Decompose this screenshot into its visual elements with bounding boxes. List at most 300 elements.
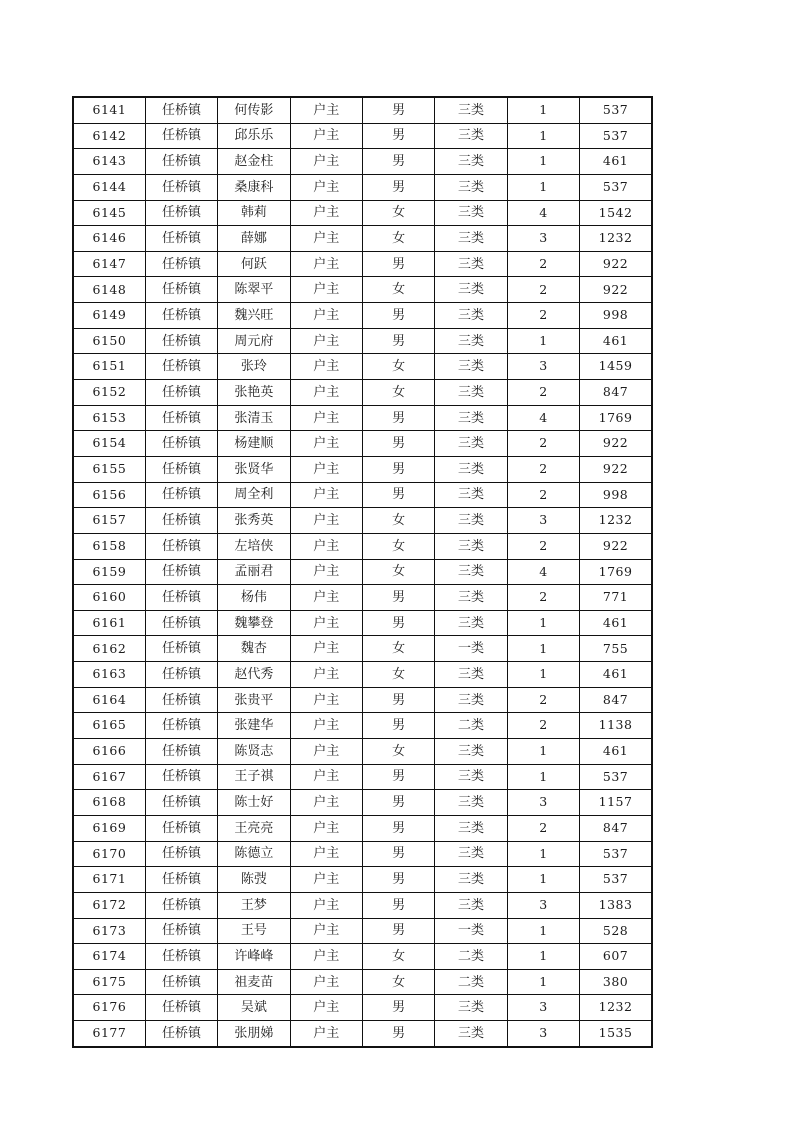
cell-category: 三类: [435, 226, 507, 252]
cell-count: 3: [507, 995, 579, 1021]
cell-category: 三类: [435, 533, 507, 559]
cell-serial-number: 6174: [73, 944, 145, 970]
cell-name: 祖麦苗: [218, 969, 290, 995]
cell-name: 周元府: [218, 328, 290, 354]
cell-count: 2: [507, 277, 579, 303]
cell-name: 魏杏: [218, 636, 290, 662]
table-row: [73, 328, 652, 354]
cell-gender: 男: [363, 149, 435, 175]
cell-serial-number: 6153: [73, 405, 145, 431]
cell-category: 三类: [435, 405, 507, 431]
cell-gender: 男: [363, 251, 435, 277]
table-row: [73, 303, 652, 329]
cell-relation: 户主: [290, 969, 362, 995]
cell-town: 任桥镇: [145, 405, 217, 431]
cell-name: 韩莉: [218, 200, 290, 226]
cell-relation: 户主: [290, 636, 362, 662]
table-row: [73, 200, 652, 226]
cell-amount: 922: [580, 456, 652, 482]
cell-count: 1: [507, 123, 579, 149]
cell-serial-number: 6175: [73, 969, 145, 995]
cell-gender: 男: [363, 482, 435, 508]
cell-category: 三类: [435, 585, 507, 611]
cell-town: 任桥镇: [145, 841, 217, 867]
cell-relation: 户主: [290, 764, 362, 790]
cell-name: 桑康科: [218, 174, 290, 200]
cell-amount: 1769: [580, 559, 652, 585]
cell-category: 三类: [435, 687, 507, 713]
table-body: [73, 97, 652, 1047]
cell-town: 任桥镇: [145, 431, 217, 457]
cell-category: 三类: [435, 892, 507, 918]
cell-amount: 847: [580, 815, 652, 841]
cell-amount: 998: [580, 303, 652, 329]
cell-count: 1: [507, 174, 579, 200]
cell-name: 孟丽君: [218, 559, 290, 585]
cell-gender: 男: [363, 97, 435, 123]
cell-town: 任桥镇: [145, 892, 217, 918]
cell-count: 1: [507, 918, 579, 944]
cell-count: 3: [507, 1021, 579, 1047]
cell-name: 魏攀登: [218, 610, 290, 636]
cell-category: 三类: [435, 790, 507, 816]
cell-serial-number: 6150: [73, 328, 145, 354]
cell-count: 3: [507, 226, 579, 252]
cell-category: 三类: [435, 174, 507, 200]
cell-gender: 女: [363, 200, 435, 226]
cell-amount: 537: [580, 841, 652, 867]
cell-serial-number: 6155: [73, 456, 145, 482]
cell-category: 三类: [435, 867, 507, 893]
cell-amount: 1383: [580, 892, 652, 918]
cell-relation: 户主: [290, 892, 362, 918]
cell-count: 2: [507, 585, 579, 611]
cell-name: 王梦: [218, 892, 290, 918]
cell-town: 任桥镇: [145, 1021, 217, 1047]
cell-name: 赵金柱: [218, 149, 290, 175]
cell-amount: 537: [580, 764, 652, 790]
cell-amount: 1232: [580, 508, 652, 534]
cell-category: 二类: [435, 969, 507, 995]
cell-name: 吴斌: [218, 995, 290, 1021]
cell-gender: 男: [363, 918, 435, 944]
table-row: [73, 790, 652, 816]
table-row: [73, 226, 652, 252]
cell-name: 何传影: [218, 97, 290, 123]
cell-category: 二类: [435, 713, 507, 739]
table-row: [73, 533, 652, 559]
cell-serial-number: 6151: [73, 354, 145, 380]
cell-count: 2: [507, 533, 579, 559]
cell-category: 三类: [435, 380, 507, 406]
cell-category: 三类: [435, 251, 507, 277]
table-row: [73, 149, 652, 175]
cell-town: 任桥镇: [145, 918, 217, 944]
cell-relation: 户主: [290, 687, 362, 713]
cell-category: 三类: [435, 610, 507, 636]
table-row: [73, 636, 652, 662]
cell-relation: 户主: [290, 123, 362, 149]
cell-count: 3: [507, 892, 579, 918]
table-row: [73, 380, 652, 406]
cell-amount: 461: [580, 739, 652, 765]
cell-serial-number: 6163: [73, 662, 145, 688]
cell-gender: 男: [363, 174, 435, 200]
cell-amount: 380: [580, 969, 652, 995]
cell-name: 陈士好: [218, 790, 290, 816]
table-row: [73, 123, 652, 149]
table-row: [73, 969, 652, 995]
cell-amount: 998: [580, 482, 652, 508]
cell-amount: 1769: [580, 405, 652, 431]
cell-relation: 户主: [290, 739, 362, 765]
cell-serial-number: 6165: [73, 713, 145, 739]
cell-amount: 755: [580, 636, 652, 662]
cell-town: 任桥镇: [145, 200, 217, 226]
cell-count: 1: [507, 944, 579, 970]
cell-amount: 1535: [580, 1021, 652, 1047]
cell-town: 任桥镇: [145, 790, 217, 816]
cell-name: 杨伟: [218, 585, 290, 611]
cell-serial-number: 6172: [73, 892, 145, 918]
cell-town: 任桥镇: [145, 815, 217, 841]
cell-gender: 男: [363, 405, 435, 431]
cell-count: 2: [507, 687, 579, 713]
cell-relation: 户主: [290, 713, 362, 739]
cell-gender: 男: [363, 585, 435, 611]
cell-town: 任桥镇: [145, 226, 217, 252]
cell-town: 任桥镇: [145, 251, 217, 277]
cell-count: 1: [507, 867, 579, 893]
cell-relation: 户主: [290, 559, 362, 585]
cell-town: 任桥镇: [145, 533, 217, 559]
cell-category: 三类: [435, 277, 507, 303]
table-row: [73, 944, 652, 970]
cell-town: 任桥镇: [145, 867, 217, 893]
cell-count: 1: [507, 328, 579, 354]
cell-town: 任桥镇: [145, 559, 217, 585]
cell-relation: 户主: [290, 226, 362, 252]
cell-category: 三类: [435, 841, 507, 867]
cell-name: 赵代秀: [218, 662, 290, 688]
cell-count: 1: [507, 969, 579, 995]
cell-name: 张朋娣: [218, 1021, 290, 1047]
cell-amount: 1459: [580, 354, 652, 380]
cell-gender: 男: [363, 764, 435, 790]
cell-category: 三类: [435, 508, 507, 534]
cell-relation: 户主: [290, 662, 362, 688]
cell-serial-number: 6154: [73, 431, 145, 457]
cell-gender: 女: [363, 533, 435, 559]
cell-serial-number: 6156: [73, 482, 145, 508]
cell-amount: 461: [580, 149, 652, 175]
cell-gender: 男: [363, 1021, 435, 1047]
cell-name: 王亮亮: [218, 815, 290, 841]
cell-relation: 户主: [290, 508, 362, 534]
table-row: [73, 405, 652, 431]
cell-town: 任桥镇: [145, 585, 217, 611]
table-row: [73, 764, 652, 790]
cell-name: 王号: [218, 918, 290, 944]
cell-town: 任桥镇: [145, 354, 217, 380]
cell-relation: 户主: [290, 944, 362, 970]
cell-name: 王子祺: [218, 764, 290, 790]
cell-category: 三类: [435, 1021, 507, 1047]
cell-town: 任桥镇: [145, 482, 217, 508]
cell-amount: 537: [580, 97, 652, 123]
cell-amount: 847: [580, 380, 652, 406]
cell-relation: 户主: [290, 277, 362, 303]
cell-gender: 男: [363, 123, 435, 149]
table-row: [73, 456, 652, 482]
cell-count: 1: [507, 97, 579, 123]
cell-relation: 户主: [290, 482, 362, 508]
cell-name: 张建华: [218, 713, 290, 739]
cell-category: 二类: [435, 944, 507, 970]
cell-amount: 771: [580, 585, 652, 611]
cell-category: 三类: [435, 764, 507, 790]
cell-relation: 户主: [290, 354, 362, 380]
cell-name: 杨建顺: [218, 431, 290, 457]
cell-gender: 女: [363, 354, 435, 380]
cell-category: 三类: [435, 354, 507, 380]
cell-town: 任桥镇: [145, 944, 217, 970]
cell-gender: 男: [363, 303, 435, 329]
table-row: [73, 687, 652, 713]
household-roster-table: [72, 96, 653, 1048]
cell-amount: 537: [580, 867, 652, 893]
cell-relation: 户主: [290, 585, 362, 611]
cell-town: 任桥镇: [145, 713, 217, 739]
cell-relation: 户主: [290, 251, 362, 277]
cell-count: 1: [507, 610, 579, 636]
cell-count: 1: [507, 149, 579, 175]
cell-relation: 户主: [290, 174, 362, 200]
cell-amount: 922: [580, 533, 652, 559]
cell-amount: 1542: [580, 200, 652, 226]
table-row: [73, 482, 652, 508]
cell-town: 任桥镇: [145, 456, 217, 482]
cell-count: 4: [507, 200, 579, 226]
cell-relation: 户主: [290, 380, 362, 406]
cell-amount: 607: [580, 944, 652, 970]
cell-relation: 户主: [290, 431, 362, 457]
cell-serial-number: 6170: [73, 841, 145, 867]
cell-serial-number: 6157: [73, 508, 145, 534]
cell-category: 三类: [435, 815, 507, 841]
cell-town: 任桥镇: [145, 380, 217, 406]
cell-category: 三类: [435, 456, 507, 482]
cell-serial-number: 6176: [73, 995, 145, 1021]
cell-serial-number: 6162: [73, 636, 145, 662]
table-row: [73, 559, 652, 585]
cell-town: 任桥镇: [145, 610, 217, 636]
cell-amount: 461: [580, 328, 652, 354]
cell-gender: 男: [363, 995, 435, 1021]
cell-amount: 537: [580, 174, 652, 200]
cell-gender: 女: [363, 226, 435, 252]
cell-amount: 922: [580, 431, 652, 457]
table-row: [73, 995, 652, 1021]
cell-gender: 女: [363, 969, 435, 995]
cell-serial-number: 6168: [73, 790, 145, 816]
cell-gender: 男: [363, 867, 435, 893]
table-row: [73, 585, 652, 611]
table-row: [73, 841, 652, 867]
cell-relation: 户主: [290, 841, 362, 867]
cell-count: 3: [507, 354, 579, 380]
cell-serial-number: 6164: [73, 687, 145, 713]
cell-relation: 户主: [290, 790, 362, 816]
cell-count: 4: [507, 559, 579, 585]
table-row: [73, 277, 652, 303]
cell-count: 1: [507, 764, 579, 790]
cell-serial-number: 6167: [73, 764, 145, 790]
table-row: [73, 431, 652, 457]
cell-relation: 户主: [290, 918, 362, 944]
cell-name: 陈贤志: [218, 739, 290, 765]
cell-category: 三类: [435, 995, 507, 1021]
cell-relation: 户主: [290, 97, 362, 123]
cell-town: 任桥镇: [145, 174, 217, 200]
cell-category: 一类: [435, 918, 507, 944]
cell-amount: 461: [580, 610, 652, 636]
cell-town: 任桥镇: [145, 636, 217, 662]
cell-town: 任桥镇: [145, 969, 217, 995]
cell-count: 2: [507, 482, 579, 508]
cell-town: 任桥镇: [145, 508, 217, 534]
table-row: [73, 1021, 652, 1047]
cell-count: 2: [507, 251, 579, 277]
cell-name: 陈弢: [218, 867, 290, 893]
cell-relation: 户主: [290, 1021, 362, 1047]
cell-serial-number: 6166: [73, 739, 145, 765]
cell-name: 魏兴旺: [218, 303, 290, 329]
cell-count: 1: [507, 636, 579, 662]
cell-category: 三类: [435, 662, 507, 688]
cell-gender: 男: [363, 687, 435, 713]
cell-relation: 户主: [290, 405, 362, 431]
table-row: [73, 251, 652, 277]
table-row: [73, 354, 652, 380]
cell-serial-number: 6173: [73, 918, 145, 944]
cell-name: 左培侠: [218, 533, 290, 559]
cell-town: 任桥镇: [145, 123, 217, 149]
cell-gender: 男: [363, 790, 435, 816]
table-row: [73, 739, 652, 765]
table-row: [73, 867, 652, 893]
cell-name: 陈翠平: [218, 277, 290, 303]
cell-name: 许峰峰: [218, 944, 290, 970]
cell-serial-number: 6152: [73, 380, 145, 406]
cell-town: 任桥镇: [145, 764, 217, 790]
table-row: [73, 508, 652, 534]
cell-category: 三类: [435, 123, 507, 149]
cell-count: 3: [507, 790, 579, 816]
cell-count: 1: [507, 739, 579, 765]
cell-name: 何跃: [218, 251, 290, 277]
cell-relation: 户主: [290, 200, 362, 226]
cell-gender: 男: [363, 328, 435, 354]
cell-serial-number: 6142: [73, 123, 145, 149]
cell-amount: 1232: [580, 995, 652, 1021]
table-row: [73, 97, 652, 123]
cell-category: 三类: [435, 559, 507, 585]
cell-relation: 户主: [290, 815, 362, 841]
cell-amount: 922: [580, 277, 652, 303]
cell-category: 三类: [435, 739, 507, 765]
cell-relation: 户主: [290, 867, 362, 893]
cell-gender: 男: [363, 892, 435, 918]
cell-town: 任桥镇: [145, 149, 217, 175]
cell-gender: 女: [363, 277, 435, 303]
cell-name: 张贵平: [218, 687, 290, 713]
cell-amount: 847: [580, 687, 652, 713]
cell-gender: 男: [363, 431, 435, 457]
cell-name: 张秀英: [218, 508, 290, 534]
cell-name: 陈德立: [218, 841, 290, 867]
table-row: [73, 815, 652, 841]
cell-serial-number: 6160: [73, 585, 145, 611]
cell-serial-number: 6177: [73, 1021, 145, 1047]
cell-serial-number: 6169: [73, 815, 145, 841]
cell-amount: 1157: [580, 790, 652, 816]
cell-relation: 户主: [290, 610, 362, 636]
cell-town: 任桥镇: [145, 687, 217, 713]
cell-amount: 528: [580, 918, 652, 944]
cell-town: 任桥镇: [145, 328, 217, 354]
table-row: [73, 174, 652, 200]
cell-amount: 1138: [580, 713, 652, 739]
cell-serial-number: 6158: [73, 533, 145, 559]
cell-count: 2: [507, 380, 579, 406]
cell-town: 任桥镇: [145, 277, 217, 303]
cell-name: 薛娜: [218, 226, 290, 252]
cell-category: 三类: [435, 149, 507, 175]
table-row: [73, 713, 652, 739]
cell-category: 三类: [435, 303, 507, 329]
cell-name: 张玲: [218, 354, 290, 380]
cell-gender: 男: [363, 841, 435, 867]
cell-gender: 男: [363, 456, 435, 482]
cell-category: 三类: [435, 328, 507, 354]
cell-amount: 1232: [580, 226, 652, 252]
cell-count: 2: [507, 303, 579, 329]
table-row: [73, 892, 652, 918]
cell-relation: 户主: [290, 303, 362, 329]
cell-category: 三类: [435, 431, 507, 457]
cell-count: 1: [507, 841, 579, 867]
cell-serial-number: 6161: [73, 610, 145, 636]
cell-town: 任桥镇: [145, 995, 217, 1021]
cell-town: 任桥镇: [145, 739, 217, 765]
cell-gender: 女: [363, 559, 435, 585]
table-row: [73, 918, 652, 944]
cell-category: 三类: [435, 482, 507, 508]
cell-relation: 户主: [290, 533, 362, 559]
cell-amount: 922: [580, 251, 652, 277]
cell-gender: 男: [363, 713, 435, 739]
cell-serial-number: 6143: [73, 149, 145, 175]
cell-name: 周全利: [218, 482, 290, 508]
table-row: [73, 662, 652, 688]
cell-count: 2: [507, 456, 579, 482]
cell-relation: 户主: [290, 149, 362, 175]
cell-serial-number: 6144: [73, 174, 145, 200]
table-row: [73, 610, 652, 636]
cell-serial-number: 6147: [73, 251, 145, 277]
cell-category: 三类: [435, 200, 507, 226]
